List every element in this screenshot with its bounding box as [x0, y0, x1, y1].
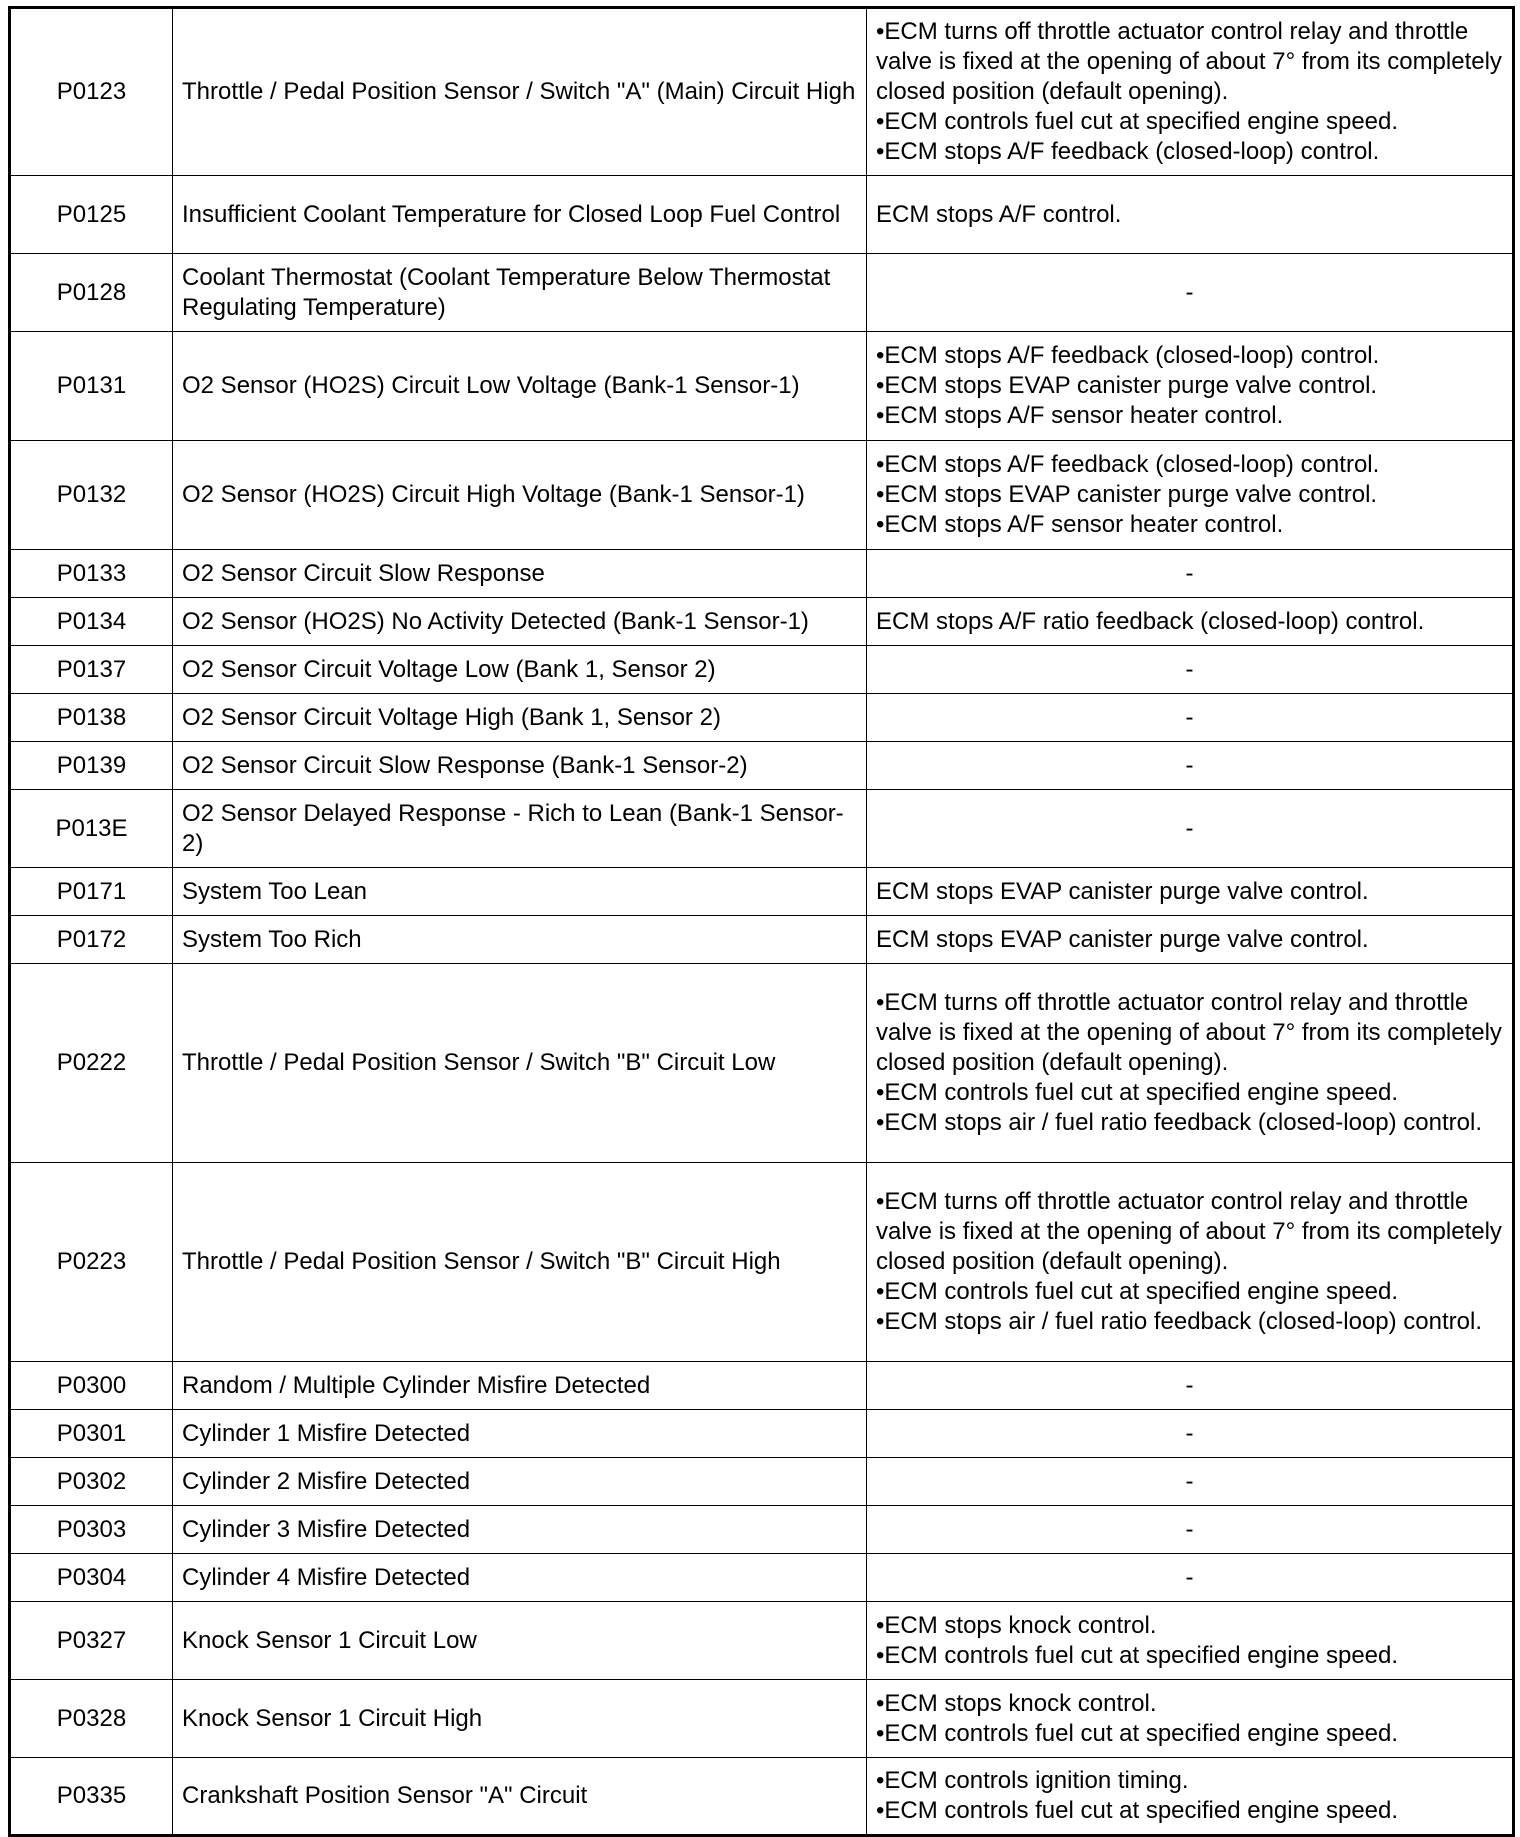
detected-item-cell: O2 Sensor Circuit Voltage High (Bank 1, Sensor 2): [173, 694, 867, 742]
dtc-code-cell: P0138: [10, 694, 173, 742]
table-row: [10, 1758, 1514, 1836]
fail-safe-cell: [867, 790, 1514, 868]
table-row: [10, 964, 1514, 1163]
detected-item-cell: Random / Multiple Cylinder Misfire Detected: [173, 1362, 867, 1410]
fail-safe-cell: [867, 254, 1514, 332]
dtc-code-cell: P0172: [10, 916, 173, 964]
fail-safe-cell: [867, 1458, 1514, 1506]
fail-safe-cell: [867, 1410, 1514, 1458]
fail-safe-line: -: [1185, 1467, 1194, 1495]
table-row: [10, 646, 1514, 694]
detected-item-cell: O2 Sensor Delayed Response - Rich to Lean (Bank-1 Sensor-2): [173, 790, 867, 868]
dtc-code-cell: P0222: [10, 964, 173, 1163]
dtc-code-cell: P013E: [10, 790, 173, 868]
fail-safe-line: •ECM turns off throttle actuator control relay and throttle valve is fixed at the opening of about 7° from its completely closed position (default opening).: [876, 989, 1502, 1076]
table-row: [10, 8, 1514, 176]
table-row: [10, 550, 1514, 598]
dtc-code-cell: P0171: [10, 868, 173, 916]
table-row: [10, 1362, 1514, 1410]
table-row: [10, 1506, 1514, 1554]
fail-safe-line: ECM stops A/F ratio feedback (closed-loop) control.: [876, 607, 1425, 635]
fail-safe-line: -: [1185, 655, 1194, 683]
fail-safe-line: •ECM stops knock control.: [876, 1611, 1157, 1639]
fail-safe-line: •ECM stops A/F feedback (closed-loop) control.: [876, 138, 1380, 165]
table-row: [10, 441, 1514, 550]
fail-safe-cell: [867, 176, 1514, 254]
fail-safe-line: -: [1185, 1563, 1194, 1591]
detected-item-cell: Cylinder 3 Misfire Detected: [173, 1506, 867, 1554]
table-row: [10, 868, 1514, 916]
table-row: [10, 598, 1514, 646]
fail-safe-line: •ECM stops air / fuel ratio feedback (closed-loop) control.: [876, 1308, 1482, 1335]
fail-safe-line: •ECM stops A/F feedback (closed-loop) control.: [876, 451, 1380, 478]
dtc-code-cell: P0131: [10, 332, 173, 441]
fail-safe-cell: [867, 1680, 1514, 1758]
detected-item-cell: O2 Sensor Circuit Slow Response: [173, 550, 867, 598]
detected-item-cell: O2 Sensor (HO2S) Circuit High Voltage (Bank-1 Sensor-1): [173, 441, 867, 550]
fail-safe-cell: [867, 441, 1514, 550]
fail-safe-line: -: [1185, 751, 1194, 779]
table-row: [10, 1554, 1514, 1602]
fail-safe-cell: [867, 8, 1514, 176]
fail-safe-line: •ECM controls fuel cut at specified engine speed.: [876, 1719, 1399, 1747]
fail-safe-line: ECM stops A/F control.: [876, 200, 1122, 228]
dtc-code-cell: P0300: [10, 1362, 173, 1410]
detected-item-cell: Knock Sensor 1 Circuit Low: [173, 1602, 867, 1680]
detected-item-cell: O2 Sensor Circuit Slow Response (Bank-1 Sensor-2): [173, 742, 867, 790]
table-row: [10, 1602, 1514, 1680]
fail-safe-cell: [867, 1362, 1514, 1410]
dtc-code-cell: P0132: [10, 441, 173, 550]
table-row: [10, 254, 1514, 332]
fail-safe-line: -: [1185, 703, 1194, 731]
dtc-code-cell: P0128: [10, 254, 173, 332]
fail-safe-line: •ECM controls fuel cut at specified engine speed.: [876, 1079, 1399, 1106]
table-row: [10, 1163, 1514, 1362]
dtc-code-cell: P0335: [10, 1758, 173, 1836]
dtc-code-cell: P0328: [10, 1680, 173, 1758]
table-row: [10, 1410, 1514, 1458]
fail-safe-line: •ECM controls ignition timing.: [876, 1767, 1189, 1794]
fail-safe-cell: [867, 964, 1514, 1163]
dtc-code-cell: P0304: [10, 1554, 173, 1602]
fail-safe-line: -: [1185, 1419, 1194, 1447]
fail-safe-cell: [867, 1758, 1514, 1836]
fail-safe-line: -: [1185, 559, 1194, 587]
fail-safe-cell: [867, 598, 1514, 646]
table-row: [10, 694, 1514, 742]
table-row: [10, 742, 1514, 790]
fail-safe-cell: [867, 646, 1514, 694]
dtc-code-cell: P0134: [10, 598, 173, 646]
dtc-code-cell: P0133: [10, 550, 173, 598]
detected-item-cell: Crankshaft Position Sensor "A" Circuit: [173, 1758, 867, 1836]
fail-safe-cell: [867, 694, 1514, 742]
fail-safe-cell: [867, 916, 1514, 964]
dtc-fail-safe-table: [8, 6, 1515, 1837]
detected-item-cell: System Too Lean: [173, 868, 867, 916]
fail-safe-line: •ECM turns off throttle actuator control relay and throttle valve is fixed at the opening of about 7° from its completely closed position (default opening).: [876, 18, 1502, 105]
fail-safe-line: -: [1185, 1371, 1194, 1399]
fail-safe-cell: [867, 550, 1514, 598]
detected-item-cell: Throttle / Pedal Position Sensor / Switch "B" Circuit Low: [173, 964, 867, 1163]
fail-safe-line: •ECM stops EVAP canister purge valve control.: [876, 372, 1378, 399]
detected-item-cell: O2 Sensor Circuit Voltage Low (Bank 1, Sensor 2): [173, 646, 867, 694]
fail-safe-line: ECM stops EVAP canister purge valve control.: [876, 877, 1369, 905]
table-row: [10, 1680, 1514, 1758]
fail-safe-cell: [867, 332, 1514, 441]
fail-safe-line: •ECM stops knock control.: [876, 1689, 1157, 1717]
fail-safe-line: •ECM turns off throttle actuator control relay and throttle valve is fixed at the opening of about 7° from its completely closed position (default opening).: [876, 1188, 1502, 1275]
fail-safe-line: •ECM stops A/F sensor heater control.: [876, 402, 1284, 429]
table-body: [10, 8, 1514, 1836]
detected-item-cell: Cylinder 4 Misfire Detected: [173, 1554, 867, 1602]
detected-item-cell: Throttle / Pedal Position Sensor / Switch "A" (Main) Circuit High: [173, 8, 867, 176]
detected-item-cell: Knock Sensor 1 Circuit High: [173, 1680, 867, 1758]
table-row: [10, 916, 1514, 964]
dtc-code-cell: P0123: [10, 8, 173, 176]
fail-safe-cell: [867, 868, 1514, 916]
fail-safe-cell: [867, 1506, 1514, 1554]
fail-safe-cell: [867, 1602, 1514, 1680]
table-row: [10, 1458, 1514, 1506]
fail-safe-cell: [867, 1163, 1514, 1362]
dtc-code-cell: P0125: [10, 176, 173, 254]
detected-item-cell: O2 Sensor (HO2S) No Activity Detected (Bank-1 Sensor-1): [173, 598, 867, 646]
detected-item-cell: Coolant Thermostat (Coolant Temperature Below Thermostat Regulating Temperature): [173, 254, 867, 332]
fail-safe-line: •ECM stops A/F feedback (closed-loop) control.: [876, 342, 1380, 369]
dtc-code-cell: P0223: [10, 1163, 173, 1362]
fail-safe-line: •ECM controls fuel cut at specified engine speed.: [876, 1278, 1399, 1305]
detected-item-cell: O2 Sensor (HO2S) Circuit Low Voltage (Bank-1 Sensor-1): [173, 332, 867, 441]
dtc-code-cell: P0327: [10, 1602, 173, 1680]
fail-safe-line: •ECM controls fuel cut at specified engine speed.: [876, 1797, 1399, 1824]
detected-item-cell: Cylinder 2 Misfire Detected: [173, 1458, 867, 1506]
dtc-code-cell: P0302: [10, 1458, 173, 1506]
dtc-code-cell: P0301: [10, 1410, 173, 1458]
fail-safe-line: •ECM controls fuel cut at specified engine speed.: [876, 108, 1399, 135]
fail-safe-cell: [867, 742, 1514, 790]
fail-safe-line: -: [1185, 814, 1194, 842]
dtc-code-cell: P0303: [10, 1506, 173, 1554]
table-row: [10, 790, 1514, 868]
fail-safe-line: -: [1185, 278, 1194, 306]
detected-item-cell: Throttle / Pedal Position Sensor / Switch "B" Circuit High: [173, 1163, 867, 1362]
dtc-code-cell: P0139: [10, 742, 173, 790]
fail-safe-cell: [867, 1554, 1514, 1602]
fail-safe-line: •ECM controls fuel cut at specified engine speed.: [876, 1641, 1399, 1669]
fail-safe-line: •ECM stops A/F sensor heater control.: [876, 511, 1284, 538]
fail-safe-line: •ECM stops EVAP canister purge valve control.: [876, 481, 1378, 508]
fail-safe-line: -: [1185, 1515, 1194, 1543]
detected-item-cell: Insufficient Coolant Temperature for Closed Loop Fuel Control: [173, 176, 867, 254]
table-row: [10, 176, 1514, 254]
table-row: [10, 332, 1514, 441]
fail-safe-line: ECM stops EVAP canister purge valve control.: [876, 925, 1369, 953]
dtc-code-cell: P0137: [10, 646, 173, 694]
fail-safe-line: •ECM stops air / fuel ratio feedback (closed-loop) control.: [876, 1109, 1482, 1136]
detected-item-cell: Cylinder 1 Misfire Detected: [173, 1410, 867, 1458]
detected-item-cell: System Too Rich: [173, 916, 867, 964]
